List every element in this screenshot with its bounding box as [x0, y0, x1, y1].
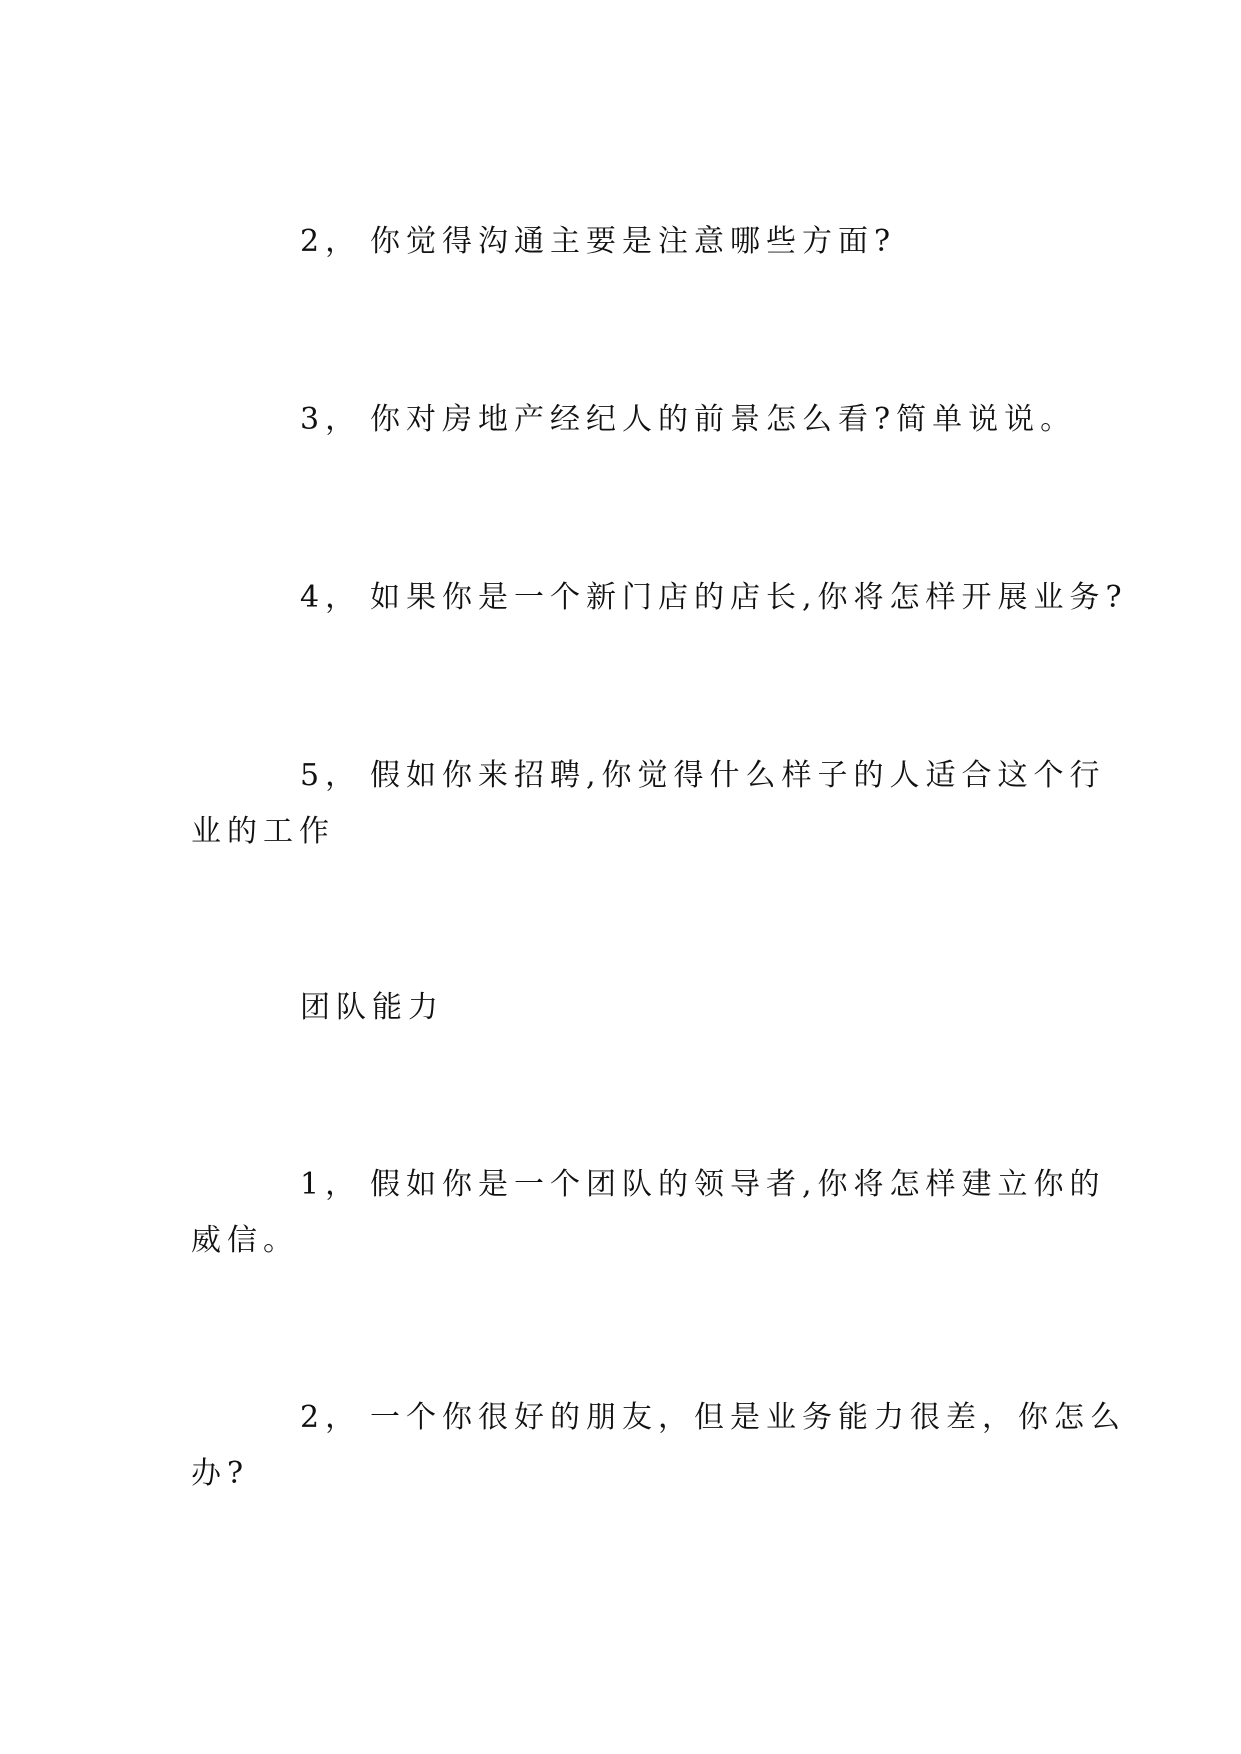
question-first-line [191, 570, 1128, 626]
section-heading: 团队能力 [300, 990, 444, 1025]
question-number: 4， [300, 580, 362, 615]
question-continuation: 业的工作 [191, 814, 335, 849]
question-text: 假如你是一个团队的领导者,你将怎样建立你的 [370, 1167, 1106, 1202]
question-item [191, 1390, 1126, 1502]
question-text: 假如你来招聘,你觉得什么样子的人适合这个行 [370, 758, 1106, 793]
question-number: 3， [300, 402, 362, 437]
question-number: 5， [300, 758, 362, 793]
question-text: 一个你很好的朋友，但是业务能力很差，你怎么 [370, 1400, 1126, 1435]
question-continuation: 办? [191, 1456, 250, 1491]
question-number: 2， [300, 224, 362, 259]
question-first-line [191, 1157, 1106, 1213]
question-text: 如果你是一个新门店的店长,你将怎样开展业务? [370, 580, 1128, 615]
question-first-line [191, 392, 1077, 448]
question-first-line [191, 748, 1106, 804]
question-item [191, 748, 1106, 860]
question-item [191, 1157, 1106, 1269]
question-text: 你对房地产经纪人的前景怎么看?简单说说。 [370, 402, 1077, 437]
question-item [191, 392, 1077, 448]
question-item [191, 570, 1128, 626]
question-item [191, 214, 1061, 270]
question-first-line [191, 1390, 1126, 1446]
question-first-line [191, 214, 1061, 270]
question-text: 你觉得沟通主要是注意哪些方面? [370, 224, 897, 259]
question-number: 2， [300, 1400, 362, 1435]
question-continuation: 威信。 [191, 1223, 299, 1258]
question-number: 1， [300, 1167, 362, 1202]
